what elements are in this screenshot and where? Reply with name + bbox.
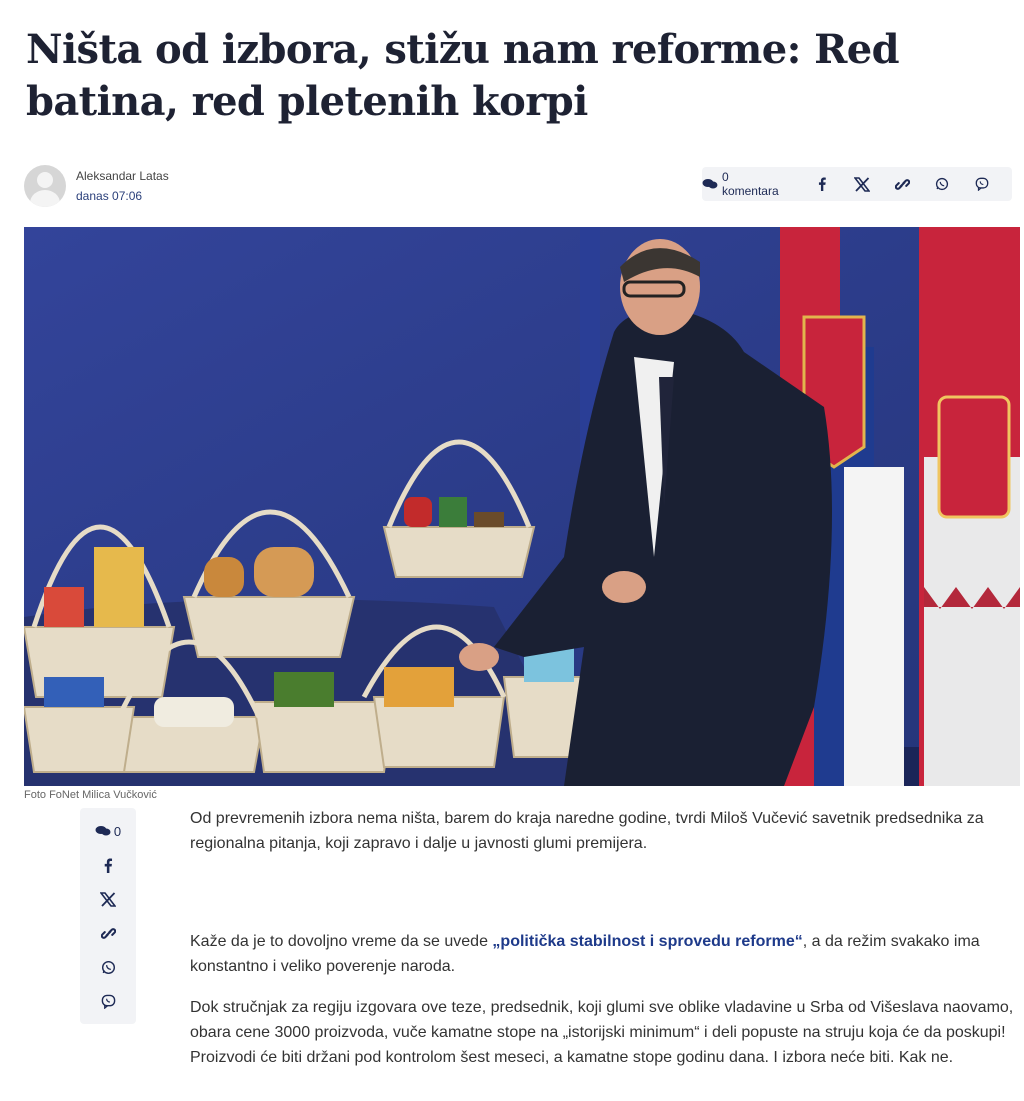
comment-icon <box>95 825 111 837</box>
link-icon <box>101 926 116 941</box>
side-comments-link[interactable] <box>95 814 121 848</box>
side-comments-count: 0 <box>113 823 122 839</box>
side-x-button[interactable] <box>100 882 116 916</box>
article-paragraph-1: Od prevremenih izbora nema ništa, barem do kraja naredne godine, tvrdi Miloš Vučević savetnik predsednika za regionalna pitanja, koji zapravo i dalje u javnosti glumi premijera. <box>190 810 984 852</box>
article-headline: Ništa od izbora, stižu nam reforme: Red batina, red pletenih korpi <box>26 26 899 125</box>
viber-icon <box>975 177 989 191</box>
facebook-icon <box>817 177 827 191</box>
share-viber-button[interactable] <box>962 167 1002 201</box>
share-bar <box>702 167 1012 201</box>
photo-caption: Foto FoNet Milica Vučković <box>24 789 157 801</box>
share-whatsapp-button[interactable] <box>922 167 962 201</box>
share-facebook-button[interactable] <box>802 167 842 201</box>
x-icon <box>100 892 116 907</box>
whatsapp-icon <box>101 960 116 975</box>
paragraph-2-text-start: Kaže da je to dovoljno vreme da se uvede <box>190 933 493 950</box>
side-whatsapp-button[interactable] <box>101 950 116 984</box>
share-x-button[interactable] <box>842 167 882 201</box>
viber-icon <box>101 994 116 1009</box>
comments-link[interactable] <box>702 170 788 198</box>
paragraph-2-text-end: , a da režim svakako ima konstantno i veliko poverenje naroda. <box>190 933 980 975</box>
photo-illustration <box>24 227 1020 786</box>
highlighted-quote: „politička stabilnost i sprovedu reforme“ <box>492 933 803 950</box>
x-icon <box>854 177 870 192</box>
side-facebook-button[interactable] <box>103 848 113 882</box>
author-name[interactable]: Aleksandar Latas <box>76 169 169 183</box>
facebook-icon <box>103 858 113 873</box>
author-avatar[interactable] <box>24 165 66 207</box>
link-icon <box>895 177 910 192</box>
article-paragraph-3: Dok stručnjak za regiju izgovara ove teze, predsednik, koji glumi sve oblike vladavine u Srba od Višeslava naovamo, obara cene 3000 proizvoda, vuče kamatne stope na „istorijski minimum“ i deli popuste na struju koja će da poskupi! Proizvodi će biti držani pod kontrolom šest meseci, a kamatne stope godinu dana. I izbora neće biti. Kak ne. <box>190 999 1014 1066</box>
article-photo[interactable] <box>24 227 1020 786</box>
publish-date: danas 07:06 <box>76 189 143 203</box>
side-link-button[interactable] <box>101 916 116 950</box>
article-paragraph-2 <box>190 929 1020 979</box>
byline <box>24 164 169 208</box>
comment-icon <box>702 178 718 190</box>
side-share-bar <box>80 808 136 1024</box>
whatsapp-icon <box>935 177 949 191</box>
side-viber-button[interactable] <box>101 984 116 1018</box>
comments-count-label: 0 komentara <box>721 170 779 198</box>
share-link-button[interactable] <box>882 167 922 201</box>
